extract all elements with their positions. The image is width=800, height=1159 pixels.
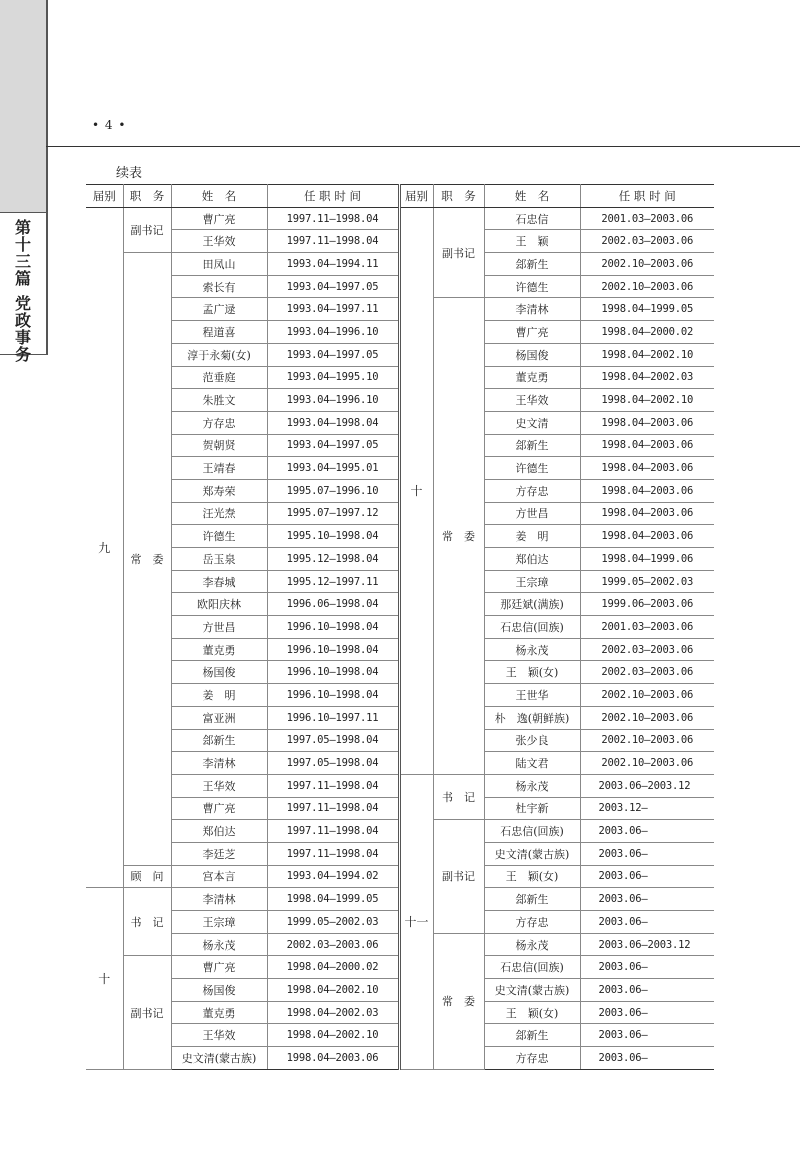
period-cell: 1998.04—2002.10: [580, 343, 714, 366]
period-cell: 1998.04—2003.06: [580, 502, 714, 525]
name-cell: 杨永茂: [484, 774, 580, 797]
period-cell: 1993.04—1997.11: [267, 298, 399, 321]
name-cell: 欧阳庆林: [171, 593, 267, 616]
position-cell: 顾 问: [123, 865, 171, 888]
period-cell: 1998.04—2003.06: [580, 479, 714, 502]
period-cell: 1998.04—1999.05: [267, 888, 399, 911]
period-cell: 1995.07—1996.10: [267, 479, 399, 502]
name-cell: 范垂庭: [171, 366, 267, 389]
name-cell: 杨国俊: [171, 979, 267, 1002]
period-cell: 2002.10—2003.06: [580, 684, 714, 707]
table-row: [86, 207, 714, 230]
section-sidebar: [0, 0, 48, 364]
name-cell: 史文清(蒙古族): [171, 1047, 267, 1070]
period-cell: 1997.11—1998.04: [267, 774, 399, 797]
col-position: 职 务: [433, 185, 484, 208]
name-cell: 史文清(蒙古族): [484, 842, 580, 865]
period-cell: 1993.04—1997.05: [267, 343, 399, 366]
header-rule: [46, 146, 800, 147]
name-cell: 石忠信(回族): [484, 956, 580, 979]
name-cell: 石忠信(回族): [484, 616, 580, 639]
period-cell: 1996.10—1997.11: [267, 706, 399, 729]
name-cell: 石忠信(回族): [484, 820, 580, 843]
period-cell: 2002.10—2003.06: [580, 729, 714, 752]
period-cell: 1993.04—1997.05: [267, 275, 399, 298]
name-cell: 杨永茂: [484, 638, 580, 661]
name-cell: 郐新生: [484, 434, 580, 457]
period-cell: 1995.07—1997.12: [267, 502, 399, 525]
name-cell: 富亚洲: [171, 706, 267, 729]
name-cell: 李春城: [171, 570, 267, 593]
period-cell: 1998.04—2003.06: [580, 411, 714, 434]
name-cell: 索长有: [171, 275, 267, 298]
period-cell: 2002.10—2003.06: [580, 706, 714, 729]
period-cell: 2003.06—: [580, 865, 714, 888]
period-cell: 2003.06—: [580, 911, 714, 934]
table-title: 续表: [116, 166, 143, 181]
name-cell: 方存忠: [484, 479, 580, 502]
col-term: 届别: [399, 185, 433, 208]
period-cell: 1999.06—2003.06: [580, 593, 714, 616]
name-cell: 淳于永菊(女): [171, 343, 267, 366]
period-cell: 1998.04—1999.05: [580, 298, 714, 321]
name-cell: 杨永茂: [171, 933, 267, 956]
name-cell: 曹广亮: [484, 321, 580, 344]
name-cell: 方存忠: [484, 1047, 580, 1070]
period-cell: 1998.04—2003.06: [580, 457, 714, 480]
name-cell: 方存忠: [484, 911, 580, 934]
period-cell: 1999.05—2002.03: [267, 911, 399, 934]
name-cell: 董克勇: [171, 638, 267, 661]
period-cell: 2003.06—: [580, 842, 714, 865]
name-cell: 程道喜: [171, 321, 267, 344]
name-cell: 姜 明: [484, 525, 580, 548]
name-cell: 方世昌: [484, 502, 580, 525]
name-cell: 杜宇新: [484, 797, 580, 820]
period-cell: 1993.04—1994.02: [267, 865, 399, 888]
period-cell: 1993.04—1996.10: [267, 389, 399, 412]
period-cell: 2003.06—: [580, 1001, 714, 1024]
name-cell: 杨国俊: [171, 661, 267, 684]
period-cell: 1997.11—1998.04: [267, 207, 399, 230]
period-cell: 2003.06—2003.12: [580, 774, 714, 797]
period-cell: 1993.04—1995.10: [267, 366, 399, 389]
period-cell: 2001.03—2003.06: [580, 207, 714, 230]
period-cell: 1998.04—2000.02: [580, 321, 714, 344]
period-cell: 1997.05—1998.04: [267, 752, 399, 775]
period-cell: 2003.06—2003.12: [580, 933, 714, 956]
period-cell: 1997.11—1998.04: [267, 230, 399, 253]
period-cell: 1996.10—1998.04: [267, 638, 399, 661]
period-cell: 1995.12—1998.04: [267, 548, 399, 571]
name-cell: 李清林: [484, 298, 580, 321]
name-cell: 方世昌: [171, 616, 267, 639]
name-cell: 石忠信: [484, 207, 580, 230]
name-cell: 董克勇: [484, 366, 580, 389]
position-cell: 副书记: [433, 820, 484, 933]
period-cell: 1997.05—1998.04: [267, 729, 399, 752]
position-cell: 副书记: [123, 207, 171, 252]
period-cell: 1993.04—1998.04: [267, 411, 399, 434]
name-cell: 李廷芝: [171, 842, 267, 865]
name-cell: 王世华: [484, 684, 580, 707]
name-cell: 王 颖: [484, 230, 580, 253]
position-cell: 常 委: [433, 933, 484, 1069]
name-cell: 郐新生: [484, 888, 580, 911]
period-cell: 2002.10—2003.06: [580, 253, 714, 276]
name-cell: 那廷斌(满族): [484, 593, 580, 616]
name-cell: 史文清(蒙古族): [484, 979, 580, 1002]
name-cell: 王 颖(女): [484, 661, 580, 684]
name-cell: 张少良: [484, 729, 580, 752]
section-tab: [0, 212, 46, 364]
name-cell: 史文清: [484, 411, 580, 434]
period-cell: 2002.03—2003.06: [580, 230, 714, 253]
name-cell: 董克勇: [171, 1001, 267, 1024]
officials-table: [86, 184, 714, 1070]
name-cell: 许德生: [484, 457, 580, 480]
col-position: 职 务: [123, 185, 171, 208]
name-cell: 汪光焘: [171, 502, 267, 525]
period-cell: 2002.10—2003.06: [580, 275, 714, 298]
position-cell: 副书记: [433, 207, 484, 298]
header-row: [86, 185, 714, 208]
period-cell: 1996.10—1998.04: [267, 616, 399, 639]
period-cell: 1998.04—2002.10: [580, 389, 714, 412]
term-cell: 十: [399, 207, 433, 774]
period-cell: 2003.06—: [580, 1047, 714, 1070]
name-cell: 王宗璋: [171, 911, 267, 934]
period-cell: 1998.04—2003.06: [267, 1047, 399, 1070]
page-number: • 4 •: [92, 118, 127, 132]
name-cell: 王靖春: [171, 457, 267, 480]
period-cell: 1998.04—2002.03: [580, 366, 714, 389]
position-cell: 常 委: [433, 298, 484, 774]
period-cell: 2003.06—: [580, 1024, 714, 1047]
period-cell: 1998.04—1999.06: [580, 548, 714, 571]
name-cell: 方存忠: [171, 411, 267, 434]
period-cell: 1993.04—1996.10: [267, 321, 399, 344]
period-cell: 1997.11—1998.04: [267, 797, 399, 820]
name-cell: 李清林: [171, 888, 267, 911]
position-cell: 常 委: [123, 253, 171, 866]
name-cell: 王宗璋: [484, 570, 580, 593]
period-cell: 2002.03—2003.06: [580, 638, 714, 661]
period-cell: 1998.04—2003.06: [580, 525, 714, 548]
name-cell: 姜 明: [171, 684, 267, 707]
name-cell: 朱胜文: [171, 389, 267, 412]
col-period: 任 职 时 间: [267, 185, 399, 208]
name-cell: 杨永茂: [484, 933, 580, 956]
name-cell: 王华效: [484, 389, 580, 412]
name-cell: 陆文君: [484, 752, 580, 775]
col-term: 届别: [86, 185, 123, 208]
period-cell: 2002.10—2003.06: [580, 752, 714, 775]
term-cell: 十一: [399, 774, 433, 1069]
period-cell: 1997.11—1998.04: [267, 842, 399, 865]
name-cell: 郐新生: [484, 253, 580, 276]
period-cell: 2003.06—: [580, 956, 714, 979]
period-cell: 1997.11—1998.04: [267, 820, 399, 843]
name-cell: 李清林: [171, 752, 267, 775]
table-row: [86, 774, 714, 797]
period-cell: 2002.03—2003.06: [580, 661, 714, 684]
name-cell: 贺朝贤: [171, 434, 267, 457]
name-cell: 王 颖(女): [484, 1001, 580, 1024]
position-cell: 书 记: [433, 774, 484, 819]
period-cell: 1998.04—2002.10: [267, 979, 399, 1002]
name-cell: 许德生: [171, 525, 267, 548]
position-cell: 副书记: [123, 956, 171, 1069]
term-cell: 十: [86, 888, 123, 1070]
name-cell: 许德生: [484, 275, 580, 298]
position-cell: 书 记: [123, 888, 171, 956]
period-cell: 2003.12—: [580, 797, 714, 820]
name-cell: 曹广亮: [171, 207, 267, 230]
period-cell: 1996.10—1998.04: [267, 661, 399, 684]
period-cell: 1996.06—1998.04: [267, 593, 399, 616]
period-cell: 1995.12—1997.11: [267, 570, 399, 593]
col-name: 姓 名: [484, 185, 580, 208]
period-cell: 1995.10—1998.04: [267, 525, 399, 548]
period-cell: 1999.05—2002.03: [580, 570, 714, 593]
period-cell: 1998.04—2000.02: [267, 956, 399, 979]
name-cell: 曹广亮: [171, 797, 267, 820]
period-cell: 1993.04—1995.01: [267, 457, 399, 480]
name-cell: 王华效: [171, 1024, 267, 1047]
period-cell: 1998.04—2002.03: [267, 1001, 399, 1024]
name-cell: 郑伯达: [171, 820, 267, 843]
name-cell: 王华效: [171, 230, 267, 253]
name-cell: 朴 逸(朝鲜族): [484, 706, 580, 729]
col-name: 姓 名: [171, 185, 267, 208]
name-cell: 郑寿荣: [171, 479, 267, 502]
name-cell: 郑伯达: [484, 548, 580, 571]
term-cell: 九: [86, 207, 123, 888]
section-title: 第 十 三 篇 党 政 事 务: [14, 218, 31, 364]
period-cell: 1996.10—1998.04: [267, 684, 399, 707]
period-cell: 2003.06—: [580, 820, 714, 843]
name-cell: 王 颖(女): [484, 865, 580, 888]
name-cell: 田凤山: [171, 253, 267, 276]
name-cell: 郐新生: [484, 1024, 580, 1047]
period-cell: 2003.06—: [580, 888, 714, 911]
name-cell: 岳玉泉: [171, 548, 267, 571]
name-cell: 曹广亮: [171, 956, 267, 979]
name-cell: 孟广逯: [171, 298, 267, 321]
period-cell: 2001.03—2003.06: [580, 616, 714, 639]
period-cell: 1998.04—2003.06: [580, 434, 714, 457]
period-cell: 2003.06—: [580, 979, 714, 1002]
period-cell: 1993.04—1994.11: [267, 253, 399, 276]
col-period: 任 职 时 间: [580, 185, 714, 208]
name-cell: 杨国俊: [484, 343, 580, 366]
name-cell: 郐新生: [171, 729, 267, 752]
period-cell: 1993.04—1997.05: [267, 434, 399, 457]
period-cell: 2002.03—2003.06: [267, 933, 399, 956]
period-cell: 1998.04—2002.10: [267, 1024, 399, 1047]
name-cell: 王华效: [171, 774, 267, 797]
name-cell: 宫本言: [171, 865, 267, 888]
